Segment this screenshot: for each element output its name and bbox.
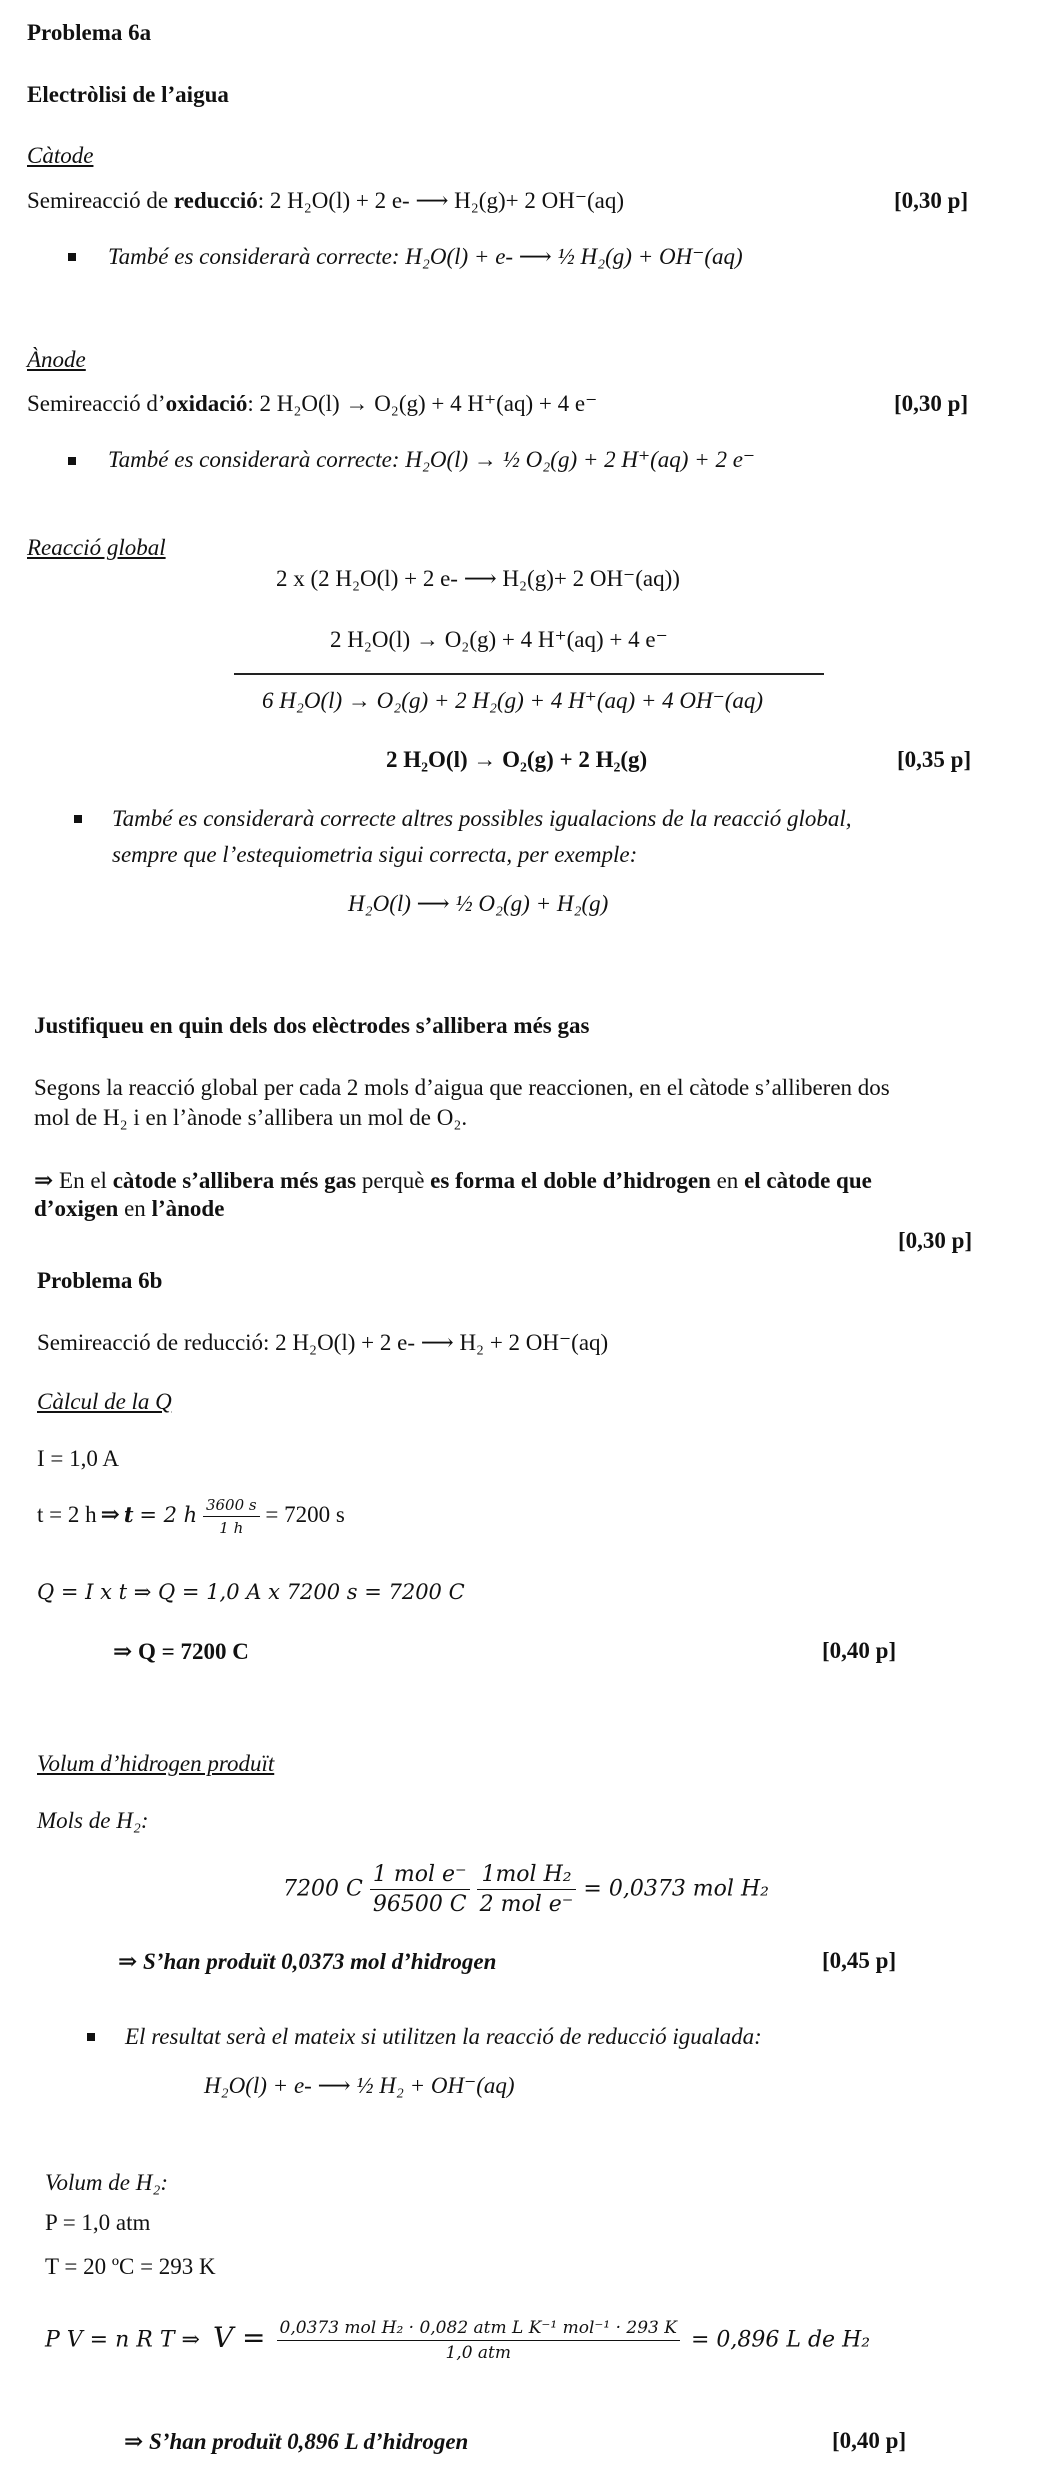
- global-line-1: 2 x (2 H₂O(l) + 2 e- ⟶ H₂(g)+ 2 OH⁻(aq)): [276, 566, 680, 591]
- volume-fraction: $\frac{\text{0,0373 mol H₂ · 0,082 atm L K⁻¹ mol⁻¹ · 293 K}}{\text{1,0 atm}}$: [277, 2318, 680, 2363]
- global-alt-line-2: sempre que l’estequiometria sigui correcta, per exemple:: [112, 842, 638, 867]
- justify-points: [0,30 p]: [898, 1228, 973, 1253]
- q-result: ⇒ Q = 7200 C: [113, 1639, 249, 1664]
- mols-calculation: 7200 C $\frac{\text{1 mol e⁻}}{96500 C}$ $\frac{\text{1mol H₂}}{\text{2 mol e⁻}}$ = 0,0373 mol H₂: [283, 1862, 769, 1917]
- time-fraction: $\frac{3600 s}{1 h}$: [203, 1496, 260, 1537]
- q-points: [0,40 p]: [822, 1638, 897, 1663]
- mols-points: [0,45 p]: [822, 1948, 897, 1973]
- volume-section-label: Volum d’hidrogen produït: [37, 1751, 275, 1776]
- volume-result: ⇒ S’han produït 0,896 L d’hidrogen: [124, 2429, 469, 2454]
- bullet-icon: [68, 457, 76, 465]
- global-points: [0,35 p]: [897, 747, 972, 772]
- justify-conclusion-line-1: ⇒ En el càtode s’allibera més gas perquè es forma el doble d’hidrogen en el càtode que: [34, 1168, 872, 1193]
- anode-label: Ànode: [27, 347, 86, 372]
- global-alt-eq: H₂O(l) ⟶ ½ O₂(g) + H₂(g): [348, 891, 609, 916]
- mols-alt-eq: H₂O(l) + e- ⟶ ½ H₂ + OH⁻(aq): [204, 2073, 515, 2098]
- volume-points: [0,40 p]: [832, 2428, 907, 2453]
- justify-para-line-2: mol de H₂ i en l’ànode s’allibera un mol de O₂.: [34, 1105, 468, 1130]
- q-formula: Q = I x t ⇒ Q = 1,0 A x 7200 s = 7200 C: [37, 1580, 465, 1604]
- section-title: Electròlisi de l’aigua: [27, 82, 229, 107]
- catode-label: Càtode: [27, 143, 94, 168]
- justify-para-line-1: Segons la reacció global per cada 2 mols d’aigua que reaccionen, en el càtode s’alliberen dos: [34, 1075, 890, 1100]
- sum-divider: [234, 673, 824, 675]
- reduction-reaction: Semireacció de reducció: 2 H₂O(l) + 2 e- ⟶ H₂ + 2 OH⁻(aq): [37, 1330, 609, 1355]
- global-result: 2 H₂O(l) → O₂(g) + 2 H₂(g): [386, 747, 648, 772]
- volume-calculation: P V = n R T ⇒ V = $\frac{\text{0,0373 mol H₂ · 0,082 atm L K⁻¹ mol⁻¹ · 293 K}}{\text{1,0 atm}}$ = 0,896 L de H₂: [45, 2318, 871, 2363]
- global-label: Reacció global: [27, 535, 166, 560]
- anode-alt: També es considerarà correcte: H₂O(l) → ½ O₂(g) + 2 H⁺(aq) + 2 e⁻: [108, 447, 756, 472]
- catode-alt: També es considerarà correcte: H₂O(l) + e- ⟶ ½ H₂(g) + OH⁻(aq): [108, 244, 743, 269]
- justify-conclusion-line-2: d’oxigen en l’ànode: [34, 1196, 225, 1221]
- global-alt-line-1: També es considerarà correcte altres possibles igualacions de la reacció global,: [112, 806, 852, 831]
- bullet-icon: [68, 253, 76, 261]
- justify-heading: Justifiqueu en quin dels dos elèctrodes s’allibera més gas: [34, 1013, 590, 1038]
- temperature-value: T = 20 ºC = 293 K: [45, 2254, 216, 2279]
- global-line-3: 6 H₂O(l) → O₂(g) + 2 H₂(g) + 4 H⁺(aq) + 4 OH⁻(aq): [262, 688, 764, 713]
- time-conversion: t = 2 h ⇒ t = 2 h $\frac{3600 s}{1 h}$ = 7200 s: [37, 1496, 345, 1537]
- mols-alt: El resultat serà el mateix si utilitzen la reacció de reducció igualada:: [125, 2024, 762, 2049]
- fraction-stoichiometry: $\frac{\text{1mol H₂}}{\text{2 mol e⁻}}$: [477, 1862, 577, 1917]
- anode-reaction: Semireacció d’oxidació: 2 H₂O(l) → O₂(g) + 4 H⁺(aq) + 4 e⁻: [27, 391, 598, 416]
- bullet-icon: [87, 2033, 95, 2041]
- fraction-faraday: $\frac{\text{1 mol e⁻}}{96500 C}$: [370, 1862, 470, 1917]
- current-value: I = 1,0 A: [37, 1446, 119, 1471]
- q-label: Càlcul de la Q: [37, 1389, 172, 1414]
- bullet-icon: [74, 815, 82, 823]
- anode-points: [0,30 p]: [894, 391, 969, 416]
- mols-result: ⇒ S’han produït 0,0373 mol d’hidrogen: [118, 1949, 497, 1974]
- catode-reaction: Semireacció de reducció: 2 H₂O(l) + 2 e- ⟶ H₂(g)+ 2 OH⁻(aq): [27, 188, 624, 213]
- problem-6a-heading: Problema 6a: [27, 20, 152, 45]
- catode-points: [0,30 p]: [894, 188, 969, 213]
- volume-h2-label: Volum de H₂:: [45, 2170, 168, 2195]
- global-line-2: 2 H₂O(l) → O₂(g) + 4 H⁺(aq) + 4 e⁻: [330, 627, 668, 652]
- mols-label: Mols de H₂:: [37, 1808, 149, 1833]
- pressure-value: P = 1,0 atm: [45, 2210, 151, 2235]
- problem-6b-heading: Problema 6b: [37, 1268, 163, 1293]
